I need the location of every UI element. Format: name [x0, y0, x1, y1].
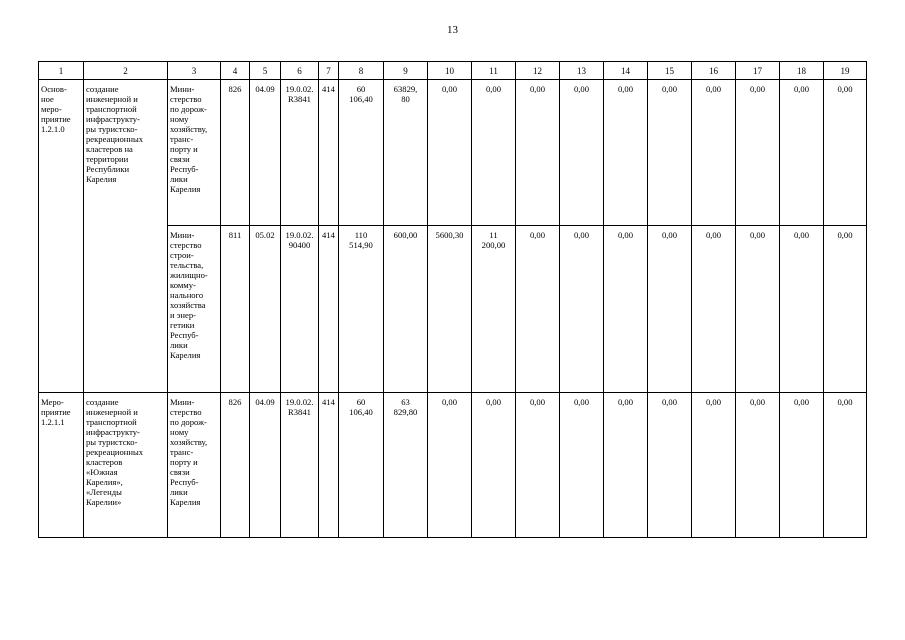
rzpr-cell: 05.02: [250, 226, 281, 393]
executor-cell: Мини- стерство по дорож- ному хозяйству, транс- порту и связи Респуб- лики Карелия: [168, 393, 221, 538]
value-cell: 0,00: [516, 226, 560, 393]
value-cell: 0,00: [428, 80, 472, 226]
vr-cell: 414: [319, 393, 339, 538]
activity-name-cell: создание инженерной и транспортной инфраструкту- ры туристско- рекреационных кластеров на территории Республики Карелия: [84, 80, 168, 393]
value-cell: 0,00: [824, 226, 867, 393]
budget-table: [38, 61, 867, 538]
value-cell: 5600,30: [428, 226, 472, 393]
rzpr-cell: 04.09: [250, 80, 281, 226]
csr-cell: 19.0.02. 90400: [281, 226, 319, 393]
header-cell: 12: [516, 62, 560, 80]
header-cell: 16: [692, 62, 736, 80]
rzpr-cell: 04.09: [250, 393, 281, 538]
value-cell: 0,00: [780, 393, 824, 538]
header-cell: 1: [39, 62, 84, 80]
value-cell: 0,00: [648, 393, 692, 538]
header-cell: 7: [319, 62, 339, 80]
value-cell: 63 829,80: [384, 393, 428, 538]
header-cell: 8: [339, 62, 384, 80]
grbs-cell: 811: [221, 226, 250, 393]
value-cell: 0,00: [780, 226, 824, 393]
value-cell: 11 200,00: [472, 226, 516, 393]
header-cell: 9: [384, 62, 428, 80]
activity-name-cell: создание инженерной и транспортной инфраструкту- ры туристско- рекреационных кластеров «Южная Карелия», «Легенды Карелии»: [84, 393, 168, 538]
value-cell: 0,00: [692, 393, 736, 538]
value-cell: 0,00: [736, 393, 780, 538]
value-cell: 0,00: [604, 226, 648, 393]
activity-code-cell: Основ- ное меро- приятие 1.2.1.0: [39, 80, 84, 393]
header-cell: 18: [780, 62, 824, 80]
value-cell: 0,00: [736, 226, 780, 393]
value-cell: 0,00: [824, 80, 867, 226]
header-cell: 11: [472, 62, 516, 80]
value-cell: 60 106,40: [339, 393, 384, 538]
value-cell: 0,00: [604, 393, 648, 538]
value-cell: 0,00: [824, 393, 867, 538]
table-row: [39, 80, 867, 226]
executor-cell: Мини- стерство по дорож- ному хозяйству, транс- порту и связи Респуб- лики Карелия: [168, 80, 221, 226]
csr-cell: 19.0.02. R3841: [281, 80, 319, 226]
value-cell: 0,00: [428, 393, 472, 538]
header-cell: 14: [604, 62, 648, 80]
value-cell: 0,00: [692, 226, 736, 393]
vr-cell: 414: [319, 80, 339, 226]
header-cell: 4: [221, 62, 250, 80]
header-cell: 5: [250, 62, 281, 80]
value-cell: 0,00: [780, 80, 824, 226]
header-cell: 2: [84, 62, 168, 80]
table-header-row: [39, 62, 867, 80]
value-cell: 600,00: [384, 226, 428, 393]
value-cell: 0,00: [472, 80, 516, 226]
header-cell: 13: [560, 62, 604, 80]
value-cell: 0,00: [648, 80, 692, 226]
header-cell: 6: [281, 62, 319, 80]
page-number: 13: [447, 24, 458, 36]
value-cell: 0,00: [560, 226, 604, 393]
vr-cell: 414: [319, 226, 339, 393]
grbs-cell: 826: [221, 80, 250, 226]
executor-cell: Мини- стерство строи- тельства, жилищно- комму- нального хозяйства и энер- гетики Респуб- лики Карелия: [168, 226, 221, 393]
value-cell: 0,00: [692, 80, 736, 226]
header-cell: 3: [168, 62, 221, 80]
value-cell: 0,00: [560, 393, 604, 538]
header-cell: 15: [648, 62, 692, 80]
header-cell: 10: [428, 62, 472, 80]
value-cell: 0,00: [604, 80, 648, 226]
grbs-cell: 826: [221, 393, 250, 538]
value-cell: 0,00: [472, 393, 516, 538]
header-cell: 19: [824, 62, 867, 80]
table-row: [39, 393, 867, 538]
csr-cell: 19.0.02. R3841: [281, 393, 319, 538]
value-cell: 0,00: [736, 80, 780, 226]
value-cell: 0,00: [560, 80, 604, 226]
value-cell: 0,00: [516, 80, 560, 226]
header-cell: 17: [736, 62, 780, 80]
value-cell: 60 106,40: [339, 80, 384, 226]
value-cell: 63829, 80: [384, 80, 428, 226]
activity-code-cell: Меро- приятие 1.2.1.1: [39, 393, 84, 538]
value-cell: 110 514,90: [339, 226, 384, 393]
value-cell: 0,00: [516, 393, 560, 538]
value-cell: 0,00: [648, 226, 692, 393]
